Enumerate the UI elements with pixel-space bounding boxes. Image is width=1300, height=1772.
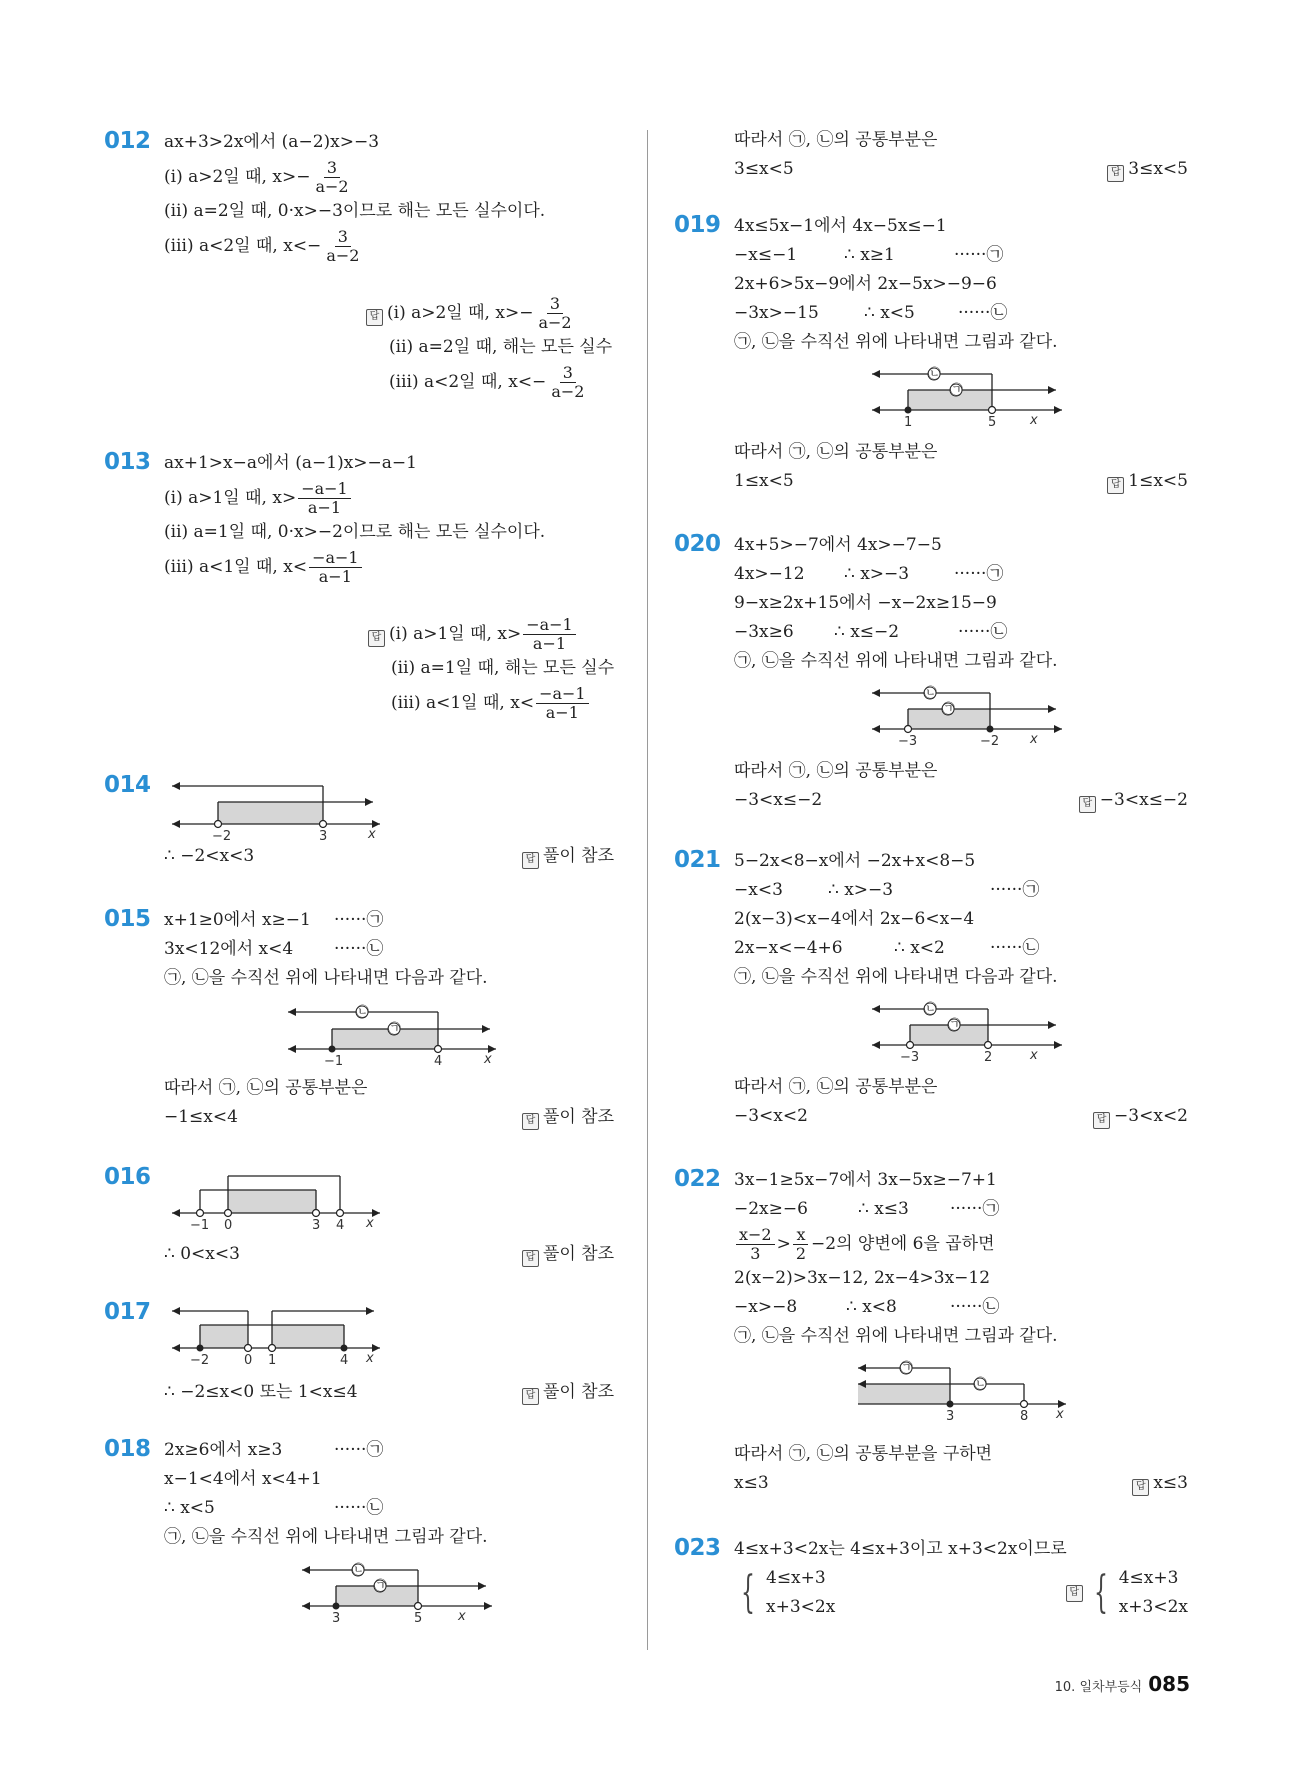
number-line-figure	[168, 1168, 388, 1232]
number-line-figure	[168, 780, 388, 844]
problem-018-continued: 따라서 ㉠, ㉡의 공통부분은 3≤x<5 답 3≤x<5	[674, 126, 1188, 186]
problem-number: 012	[104, 128, 151, 154]
result-line: ∴ −2<x<3	[164, 846, 255, 866]
interval-label: ㉡	[928, 367, 942, 382]
answer: 답 { 4≤x+3 x+3<2x	[1066, 1564, 1188, 1622]
solution-line: ax+3>2x에서 (a−2)x>−3	[164, 132, 380, 152]
problem-023: 023 4≤x+3<2x는 4≤x+3이고 x+3<2x이므로 { 4≤x+3 x+3<2x 답 { 4≤x+3 x+3<2x	[674, 1535, 1188, 1635]
case-2: (ⅱ) a=1일 때, 0·x>−2이므로 해는 모든 실수이다.	[164, 522, 546, 542]
interval-label: ㉠	[950, 383, 964, 398]
tick-label: x	[1056, 1407, 1064, 1422]
problem-022: 022 3x−1≥5x−7에서 3x−5x≥−7+1 −2x≥−6 ∴ x≤3 ······㉠ $\frac{x-2}{3}$ > $\frac{x}{2}$ −2의 양변에 6을 곱하면 2(x−2)>3x−12, 2x−4>3x−12 −x>−8 ∴ x<8 ······㉡ ㉠, ㉡을 수직선 위에 나타내면 그림과 같다. ㉠ ㉡ 3 8 x 따라서 ㉠, ㉡의 공통부분을 구하면 x≤3 답 x≤3	[674, 1166, 1188, 1506]
tick-label: x	[458, 1609, 466, 1624]
problem-018: 018 2x≥6에서 x≥3 ······㉠ x−1<4에서 x<4+1 ∴ x<5 ······㉡ ㉠, ㉡을 수직선 위에 나타내면 그림과 같다. ㉡ ㉠ 3 5 x	[104, 1436, 614, 1636]
problem-number: 020	[674, 531, 721, 557]
solution-line: ax+1>x−a에서 (a−1)x>−a−1	[164, 453, 417, 473]
answer: 답 −3<x≤−2	[1079, 786, 1188, 815]
problem-016: 016 −1 0 3 4 x ∴ 0<x<3 답 풀이 참조	[104, 1164, 614, 1274]
answer-icon: 답	[366, 309, 383, 326]
interval-label: ㉠	[374, 1579, 388, 1594]
tick-label: 1	[268, 1353, 277, 1368]
tick-label: 0	[224, 1218, 233, 1233]
page-number: 085	[1148, 1672, 1190, 1696]
number-line-figure	[868, 364, 1068, 428]
problem-020: 020 4x+5>−7에서 4x>−7−5 4x>−12 ∴ x>−3 ······㉠ 9−x≥2x+15에서 −x−2x≥15−9 −3x≥6 ∴ x≤−2 ······㉡ ㉠, ㉡을 수직선 위에 나타내면 그림과 같다. ㉡ ㉠ −3 −2 x 따라서 ㉠, ㉡의 공통부분은 −3<x≤−2 답 −3<x≤−2	[674, 531, 1188, 821]
interval-label: ㉠	[388, 1022, 402, 1037]
answer: 답 풀이 참조	[522, 1378, 614, 1407]
tick-label: x	[366, 1216, 374, 1231]
interval-label: ㉠	[900, 1361, 914, 1376]
tick-label: 4	[434, 1054, 443, 1069]
answer-icon: 답	[368, 630, 385, 647]
interval-label: ㉡	[974, 1377, 988, 1392]
answer-block: 답 (ⅰ) a>2일 때, x>− $\frac{3}{a-2}$ (ⅱ) a=2일 때, 해는 모든 실수 (ⅲ) a<2일 때, x<− $\frac{3}{a-2}$	[366, 293, 612, 402]
tick-label: 1	[904, 415, 913, 430]
tick-label: −3	[898, 734, 918, 749]
problem-015: 015 x+1≥0에서 x≥−1 ······㉠ 3x<12에서 x<4 ······㉡ ㉠, ㉡을 수직선 위에 나타내면 다음과 같다. ㉡ ㉠ −1 4 x 따라서 ㉠, ㉡의 공통부분은 −1≤x<4 답 풀이 참조	[104, 906, 614, 1136]
case-2: (ⅱ) a=2일 때, 0·x>−3이므로 해는 모든 실수이다.	[164, 201, 546, 221]
tick-label: x	[1030, 732, 1038, 747]
inequality-system: { 4≤x+3 x+3<2x	[741, 1567, 836, 1618]
tick-label: −2	[190, 1353, 210, 1368]
problem-number: 016	[104, 1164, 151, 1190]
tick-label: 3	[332, 1611, 341, 1626]
interval-label: ㉠	[942, 702, 956, 717]
tick-label: 5	[414, 1611, 423, 1626]
case-1: (ⅰ) a>2일 때, x>− $\frac{3}{a-2}$	[164, 158, 349, 196]
answer: 답 풀이 참조	[522, 1240, 614, 1269]
problem-number: 021	[674, 847, 721, 873]
tick-label: x	[1030, 1048, 1038, 1063]
tick-label: 3	[319, 829, 328, 844]
interval-label: ㉡	[356, 1005, 370, 1020]
tick-label: 4	[340, 1353, 349, 1368]
tick-label: 3	[312, 1218, 321, 1233]
problem-number: 013	[104, 449, 151, 475]
number-line-figure	[854, 1358, 1074, 1422]
tick-label: x	[484, 1052, 492, 1067]
problem-number: 018	[104, 1436, 151, 1462]
answer: 답 풀이 참조	[522, 842, 614, 871]
answer: 답 풀이 참조	[522, 1103, 614, 1132]
interval-label: ㉡	[352, 1563, 366, 1578]
tick-label: 0	[244, 1353, 253, 1368]
column-divider	[647, 130, 648, 1650]
answer-block: 답 (ⅰ) a>1일 때, x> $\frac{-a-1}{a-1}$ (ⅱ) a=1일 때, 해는 모든 실수 (ⅲ) a<1일 때, x< $\frac{-a-1}{a-1}$	[368, 614, 614, 723]
page-footer	[1055, 1672, 1190, 1696]
tick-label: −1	[324, 1054, 344, 1069]
interval-label: ㉠	[948, 1018, 962, 1033]
case-3: (ⅲ) a<1일 때, x< $\frac{-a-1}{a-1}$	[164, 547, 624, 587]
case-1: (ⅰ) a>1일 때, x> $\frac{-a-1}{a-1}$	[164, 478, 624, 518]
problem-014	[104, 772, 614, 882]
interval-label: ㉡	[924, 686, 938, 701]
problem-021: 021 5−2x<8−x에서 −2x+x<8−5 −x<3 ∴ x>−3 ······㉠ 2(x−3)<x−4에서 2x−6<x−4 2x−x<−4+6 ∴ x<2 ······㉡ ㉠, ㉡을 수직선 위에 나타내면 다음과 같다. ㉡ ㉠ −3 2 x 따라서 ㉠, ㉡의 공통부분은 −3<x<2 답 −3<x<2	[674, 847, 1188, 1137]
tick-label: −2	[980, 734, 1000, 749]
chapter-title: 10. 일차부등식	[1054, 1680, 1143, 1695]
problem-019: 019 4x≤5x−1에서 4x−5x≤−1 −x≤−1 ∴ x≥1 ······㉠ 2x+6>5x−9에서 2x−5x>−9−6 −3x>−15 ∴ x<5 ······㉡ ㉠, ㉡을 수직선 위에 나타내면 그림과 같다. ㉡ ㉠ 1 5 x 따라서 ㉠, ㉡의 공통부분은 1≤x<5 답 1≤x<5	[674, 212, 1188, 502]
tick-label: 8	[1020, 1409, 1029, 1424]
answer: 답 3≤x<5	[1107, 155, 1188, 184]
case-3: (ⅲ) a<2일 때, x<− $\frac{3}{a-2}$	[164, 227, 360, 265]
problem-number: 022	[674, 1166, 721, 1192]
answer: 답 x≤3	[1132, 1469, 1188, 1498]
answer: 답 1≤x<5	[1107, 467, 1188, 496]
tick-label: x	[368, 827, 376, 842]
tick-label: x	[366, 1351, 374, 1366]
tick-label: 2	[984, 1050, 993, 1065]
tick-label: 4	[336, 1218, 345, 1233]
tick-label: 5	[988, 415, 997, 430]
number-line-figure	[168, 1303, 388, 1367]
number-line-figure	[284, 1002, 504, 1069]
number-line-figure	[298, 1560, 498, 1624]
number-line-figure	[868, 683, 1068, 747]
problem-number: 015	[104, 906, 151, 932]
tick-label: 3	[946, 1409, 955, 1424]
problem-number: 014	[104, 772, 151, 798]
problem-number: 019	[674, 212, 721, 238]
problem-number: 017	[104, 1299, 151, 1325]
problem-number: 023	[674, 1535, 721, 1561]
tick-label: −1	[190, 1218, 210, 1233]
interval-label: ㉡	[924, 1002, 938, 1017]
number-line-figure	[868, 999, 1068, 1063]
tick-label: x	[1030, 413, 1038, 428]
tick-label: −2	[212, 829, 232, 844]
problem-017: 017 −2 0 1 4 x ∴ −2≤x<0 또는 1<x≤4 답 풀이 참조	[104, 1299, 614, 1409]
tick-label: −3	[900, 1050, 920, 1065]
answer: 답 −3<x<2	[1093, 1102, 1188, 1131]
